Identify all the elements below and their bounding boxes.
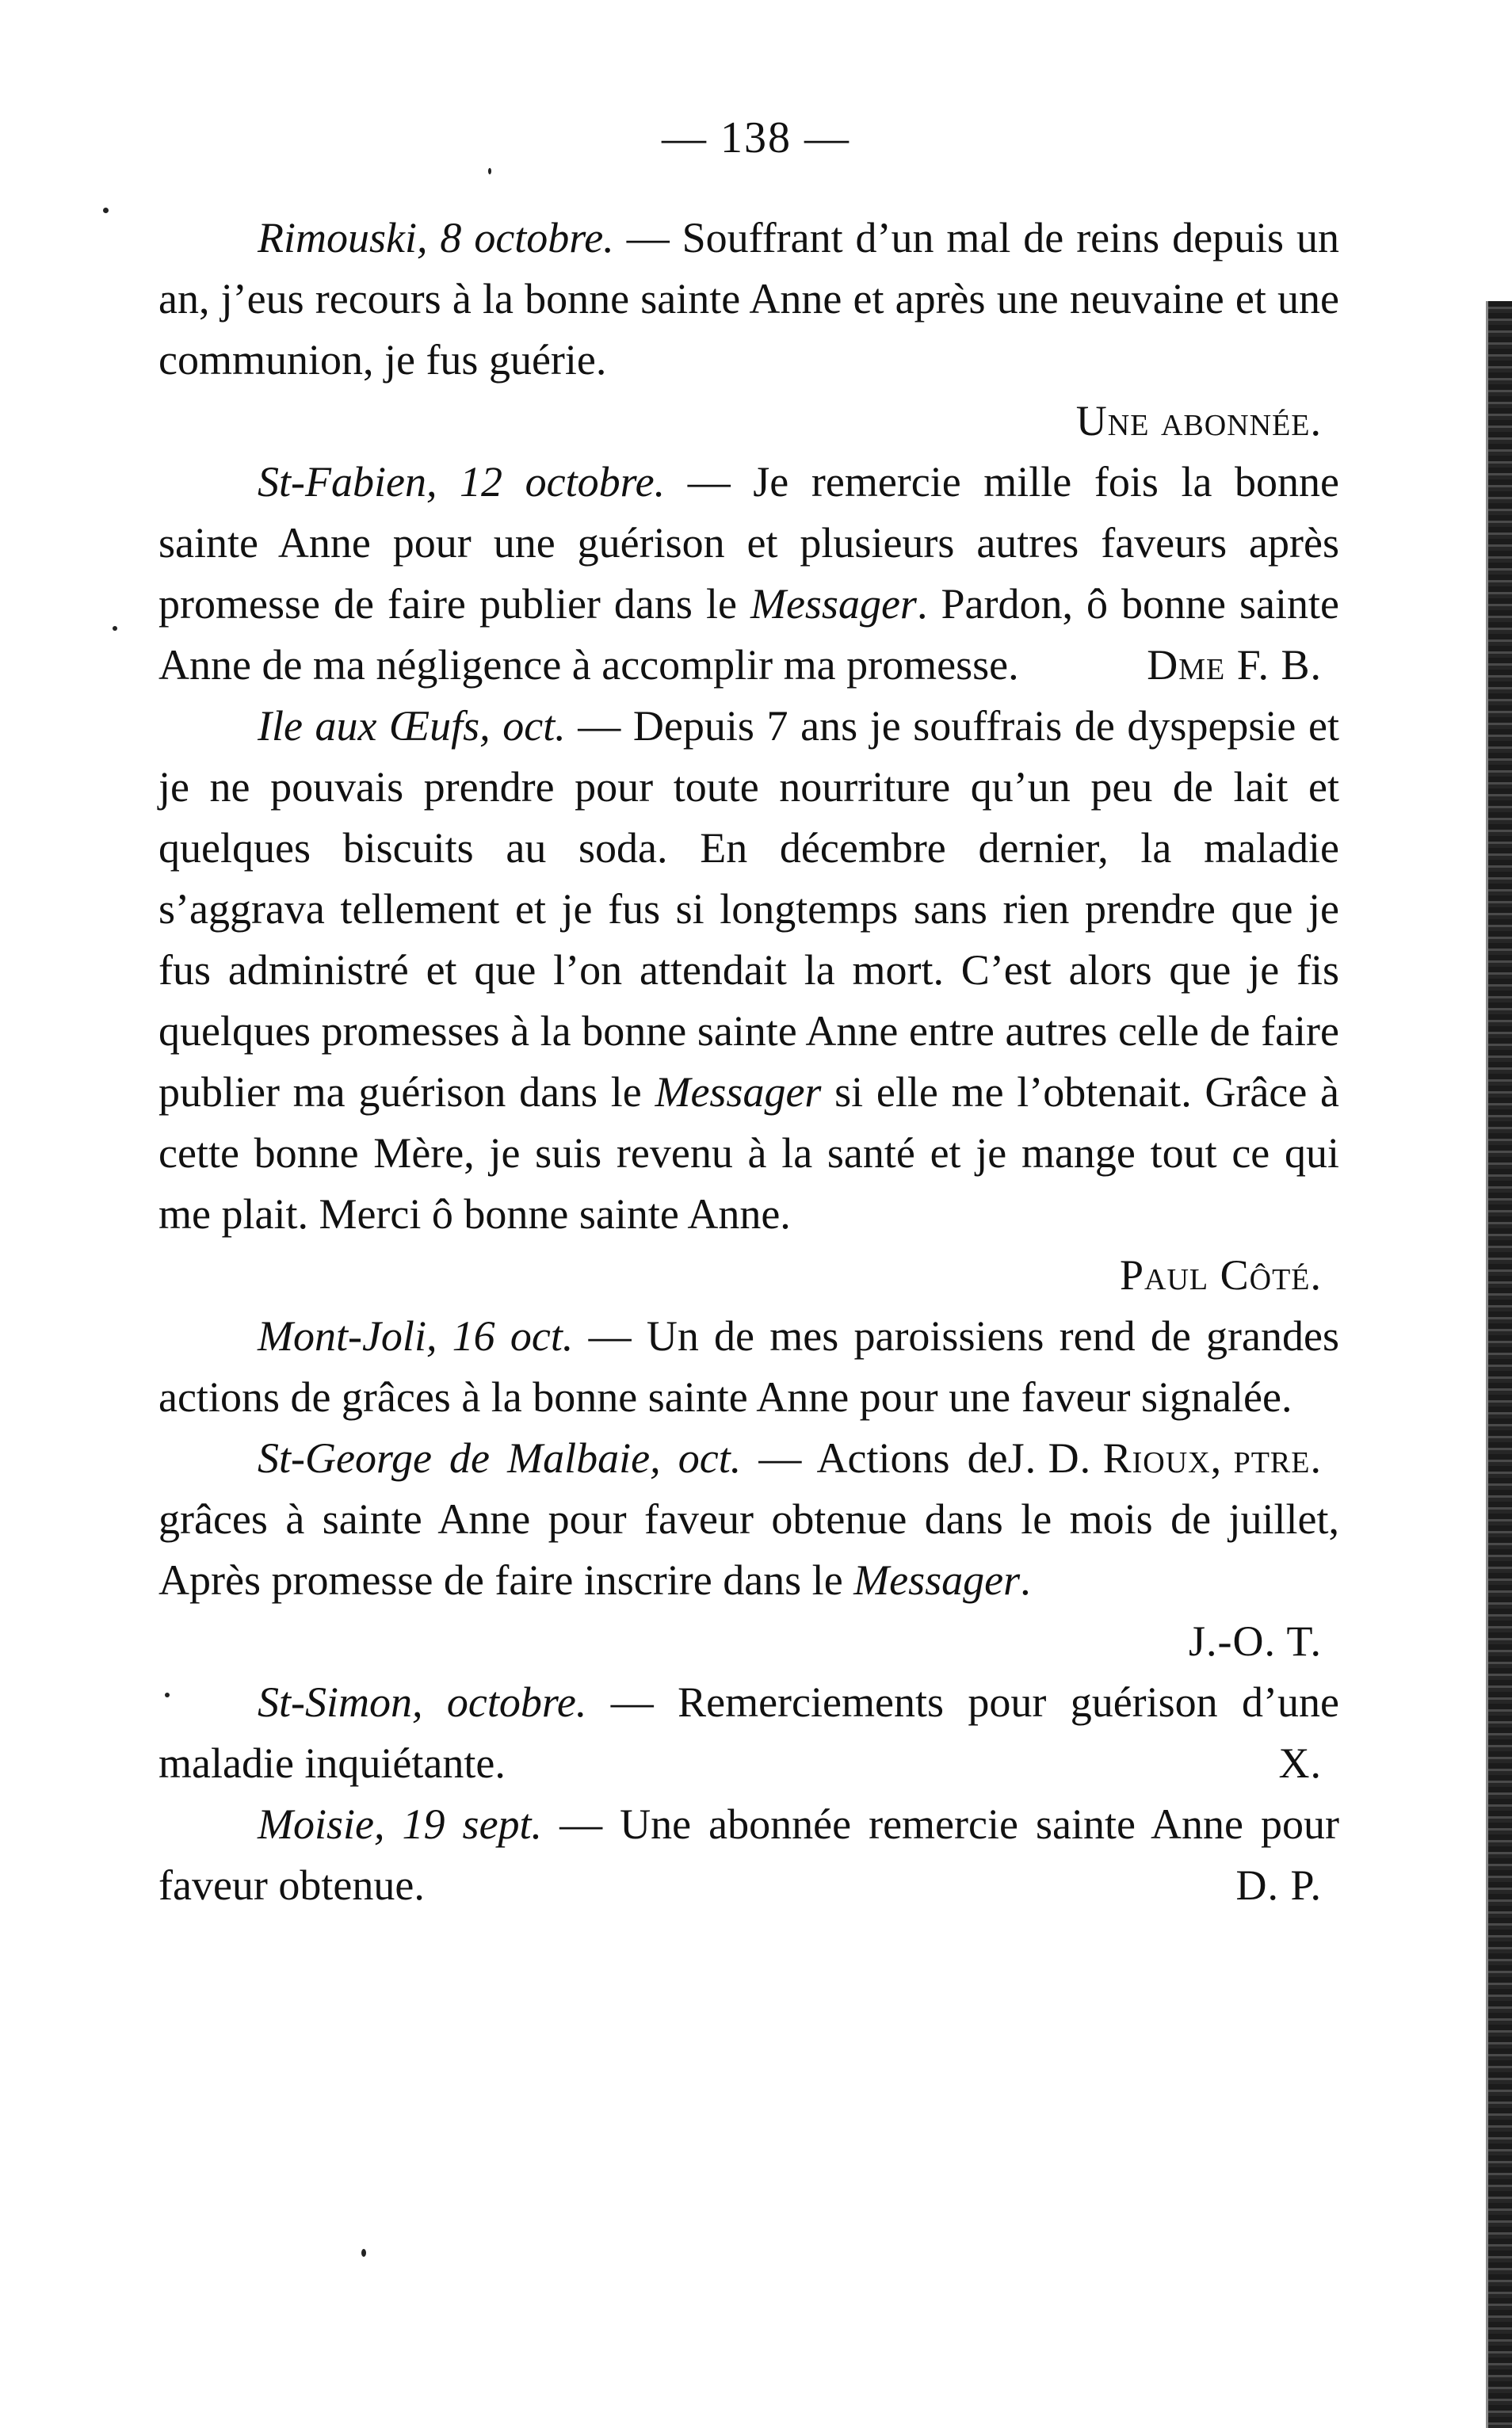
entry-text: — Une abonnée remercie sainte Anne pour faveur obtenue. (158, 1800, 1339, 1909)
print-speck (165, 1693, 170, 1697)
entry-place-date: Mont-Joli, 16 oct. (258, 1312, 574, 1360)
entry-rimouski (158, 208, 1339, 391)
binding-strip (1488, 301, 1512, 2428)
entry-text: . Pardon, ô bonne sainte Anne de ma négligence à accomplir ma promesse. (158, 580, 1339, 689)
entry-text: si elle me l’obtenait. Grâce à cette bonne Mère, je suis revenu à la santé et je mange tout ce qui me plait. Merci ô bonne sainte Anne. (158, 1068, 1339, 1238)
entry-text: — Depuis 7 ans je souffrais de dyspepsie et je ne pouvais prendre pour toute nourriture qu’un peu de lait et quelques biscuits au soda. En décembre dernier, la maladie s’aggrava tellement et je fus si longtemps sans rien prendre que je fus administré et que l’on attendait la mort. C’est alors que je fis quelques promesses à la bonne sainte Anne entre autres celle de faire publier ma guérison dans le (158, 702, 1339, 1116)
entry-text: — Actions de grâces à sainte Anne pour faveur obtenue dans le mois de juillet, Après promesse de faire inscrire dans le (158, 1434, 1339, 1604)
entry-st-fabien (158, 452, 1339, 696)
print-speck (113, 626, 117, 631)
entry-text: — Je remercie mille fois la bonne sainte Anne pour une guérison et plusieurs autres faveurs après promesse de faire publier dans le (158, 458, 1340, 628)
entry-st-simon (158, 1672, 1339, 1794)
entry-place-date: St-Simon, octobre. (258, 1678, 587, 1726)
entry-signature: Dme F. B. (1147, 641, 1322, 689)
entry-place-date: St-Fabien, 12 octobre. (258, 458, 666, 506)
magazine-title: Messager (655, 1068, 822, 1116)
print-speck (103, 208, 109, 213)
entry-ile-aux-oeufs (158, 696, 1339, 1245)
entry-signature: Paul Côté. (1119, 1251, 1322, 1299)
entry-text: — Remerciements pour guérison d’une maladie inquiétante. (158, 1678, 1340, 1787)
entry-signature: J. D. Rioux, ptre. (1007, 1434, 1322, 1482)
entry-place-date: Moisie, 19 sept. (258, 1800, 543, 1848)
entry-text: — Un de mes paroissiens rend de grandes actions de grâces à la bonne sainte Anne pour une faveur signalée. (158, 1312, 1339, 1421)
entry-place-date: St-George de Malbaie, oct. (258, 1434, 742, 1482)
print-speck (361, 2249, 366, 2257)
print-speck (488, 168, 491, 174)
entry-signature: D. P. (1235, 1861, 1322, 1909)
entry-place-date: Ile aux Œufs, oct. (258, 702, 566, 750)
entry-signature: X. (1278, 1739, 1322, 1787)
entry-signature: J.-O. T. (1189, 1617, 1322, 1665)
entry-text: — Souffrant d’un mal de reins depuis un an, j’eus recours à la bonne sainte Anne et après une neuvaine et une communion, je fus guérie. (158, 214, 1339, 384)
entry-signature: Une abonnée. (1075, 397, 1322, 445)
entry-moisie (158, 1794, 1339, 1916)
magazine-title: Messager (750, 580, 917, 628)
entry-text: . (1020, 1556, 1031, 1604)
magazine-title: Messager (853, 1556, 1021, 1604)
page-number: — 138 — (662, 113, 850, 162)
text-column (158, 208, 1339, 1916)
entry-place-date: Rimouski, 8 octobre. (258, 214, 614, 262)
